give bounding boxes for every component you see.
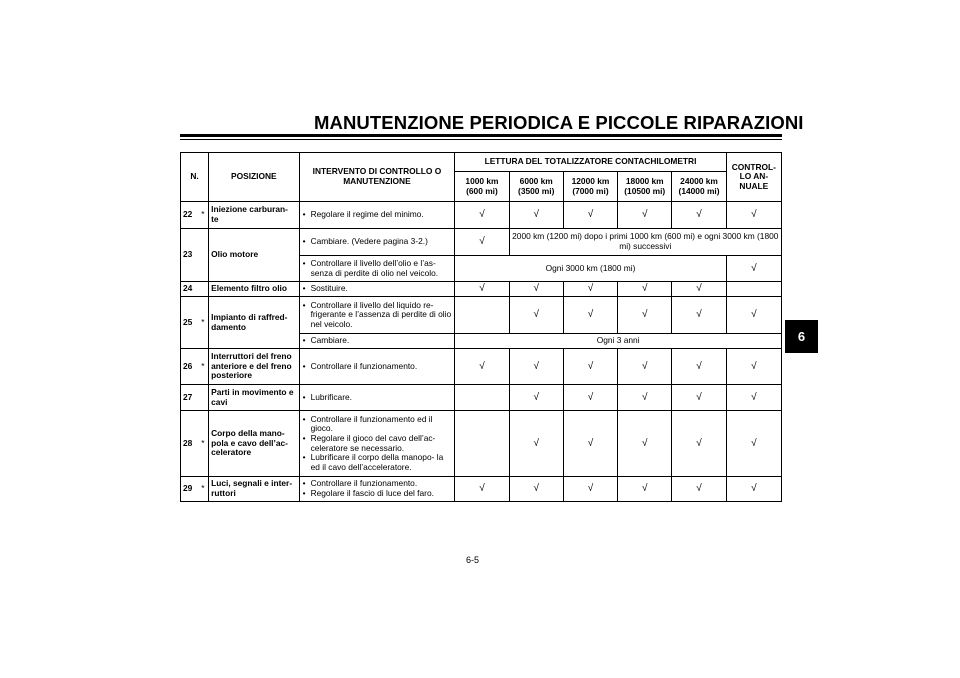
- header-n: N.: [181, 153, 209, 202]
- check-mark: √: [726, 411, 781, 477]
- header-km-12000: 12000 km (7000 mi): [563, 172, 617, 202]
- check-mark: √: [618, 349, 672, 385]
- check-mark: √: [618, 297, 672, 334]
- interval-note: Ogni 3 anni: [455, 334, 782, 349]
- check-mark: √: [455, 229, 509, 256]
- table-row: [181, 229, 782, 256]
- check-mark: √: [455, 282, 509, 297]
- check-mark: √: [563, 349, 617, 385]
- row-number: 29: [181, 477, 198, 502]
- star-mark: *: [198, 477, 209, 502]
- check-mark: √: [455, 477, 509, 502]
- star-mark: *: [198, 411, 209, 477]
- check-mark: √: [726, 385, 781, 411]
- table-row: [181, 202, 782, 229]
- check-mark: √: [563, 297, 617, 334]
- row-action: • Cambiare.: [299, 334, 455, 349]
- table-row: [181, 282, 782, 297]
- header-posizione: POSIZIONE: [209, 153, 299, 202]
- row-position: Olio motore: [209, 229, 299, 282]
- check-mark: √: [563, 282, 617, 297]
- maintenance-table: [180, 152, 782, 502]
- check-mark: √: [726, 477, 781, 502]
- header-intervento: INTERVENTO DI CONTROLLO O MANUTENZIONE: [299, 153, 455, 202]
- check-mark: √: [726, 297, 781, 334]
- check-mark: √: [726, 256, 781, 282]
- star-mark: *: [198, 202, 209, 229]
- row-position: Iniezione carburan- te: [209, 202, 299, 229]
- check-mark: √: [726, 202, 781, 229]
- row-position: Interruttori del freno anteriore e del freno posteriore: [209, 349, 299, 385]
- header-km-1000: 1000 km (600 mi): [455, 172, 509, 202]
- star-mark: *: [198, 297, 209, 349]
- table-row: [181, 349, 782, 385]
- row-position: Impianto di raffred- damento: [209, 297, 299, 349]
- row-action: • Lubrificare.: [299, 385, 455, 411]
- row-action: • Controllare il funzionamento ed il gioco. • Regolare il gioco del cavo dell’ac- celeratore se necessario. • Lubrificare il corpo della manopo- la ed il cavo dell’acceleratore.: [299, 411, 455, 477]
- table-row: [181, 477, 782, 502]
- row-position: Parti in movimento e cavi: [209, 385, 299, 411]
- star-mark: *: [198, 349, 209, 385]
- table-row: [181, 385, 782, 411]
- check-mark: √: [509, 477, 563, 502]
- check-mark: √: [563, 202, 617, 229]
- row-number: 27: [181, 385, 198, 411]
- row-position: Luci, segnali e inter- ruttori: [209, 477, 299, 502]
- check-mark: √: [509, 349, 563, 385]
- check-mark: √: [509, 297, 563, 334]
- header-km-24000: 24000 km (14000 mi): [672, 172, 726, 202]
- row-action: • Controllare il funzionamento.: [299, 349, 455, 385]
- row-number: 26: [181, 349, 198, 385]
- table-row: [181, 411, 782, 477]
- row-action: • Controllare il livello dell’olio e l’as- senza di perdite di olio nel veicolo.: [299, 256, 455, 282]
- row-position: Corpo della mano- pola e cavo dell’ac- celeratore: [209, 411, 299, 477]
- check-mark: √: [563, 477, 617, 502]
- header-km-18000: 18000 km (10500 mi): [618, 172, 672, 202]
- row-number: 28: [181, 411, 198, 477]
- interval-note: 2000 km (1200 mi) dopo i primi 1000 km (600 mi) e ogni 3000 km (1800 mi) successivi: [509, 229, 781, 256]
- row-number: 24: [181, 282, 198, 297]
- check-mark: √: [672, 477, 726, 502]
- interval-note: Ogni 3000 km (1800 mi): [455, 256, 726, 282]
- check-mark: √: [672, 202, 726, 229]
- check-mark: √: [672, 282, 726, 297]
- row-number: 23: [181, 229, 198, 282]
- check-mark: √: [618, 282, 672, 297]
- check-mark: √: [672, 349, 726, 385]
- check-mark: √: [618, 477, 672, 502]
- check-mark: √: [618, 385, 672, 411]
- page-number: 6-5: [466, 555, 480, 565]
- check-mark: √: [563, 385, 617, 411]
- row-number: 22: [181, 202, 198, 229]
- chapter-tab: 6: [785, 320, 818, 353]
- row-action: • Regolare il regime del minimo.: [299, 202, 455, 229]
- title-rule-thin: [180, 139, 782, 140]
- check-mark: √: [509, 202, 563, 229]
- check-mark: √: [618, 202, 672, 229]
- check-mark: √: [618, 411, 672, 477]
- check-mark: √: [509, 411, 563, 477]
- page-title: MANUTENZIONE PERIODICA E PICCOLE RIPARAZIONI: [314, 112, 804, 133]
- table-row: [181, 297, 782, 334]
- row-action: • Sostituire.: [299, 282, 455, 297]
- row-number: 25: [181, 297, 198, 349]
- row-position: Elemento filtro olio: [209, 282, 299, 297]
- header-km-6000: 6000 km (3500 mi): [509, 172, 563, 202]
- check-mark: √: [563, 411, 617, 477]
- row-action: • Controllare il livello del liquido re- frigerante e l’assenza di perdite di olio nel veicolo.: [299, 297, 455, 334]
- title-rule: [180, 134, 782, 137]
- check-mark: √: [509, 385, 563, 411]
- check-mark: √: [455, 349, 509, 385]
- check-mark: √: [509, 282, 563, 297]
- check-mark: √: [672, 385, 726, 411]
- header-controllo-annuale: CONTROL- LO AN- NUALE: [726, 153, 781, 202]
- header-lettura: LETTURA DEL TOTALIZZATORE CONTACHILOMETRI: [455, 153, 726, 172]
- check-mark: √: [455, 202, 509, 229]
- row-action: • Controllare il funzionamento. • Regolare il fascio di luce del faro.: [299, 477, 455, 502]
- check-mark: √: [726, 349, 781, 385]
- row-action: • Cambiare. (Vedere pagina 3-2.): [299, 229, 455, 256]
- check-mark: √: [672, 297, 726, 334]
- check-mark: √: [672, 411, 726, 477]
